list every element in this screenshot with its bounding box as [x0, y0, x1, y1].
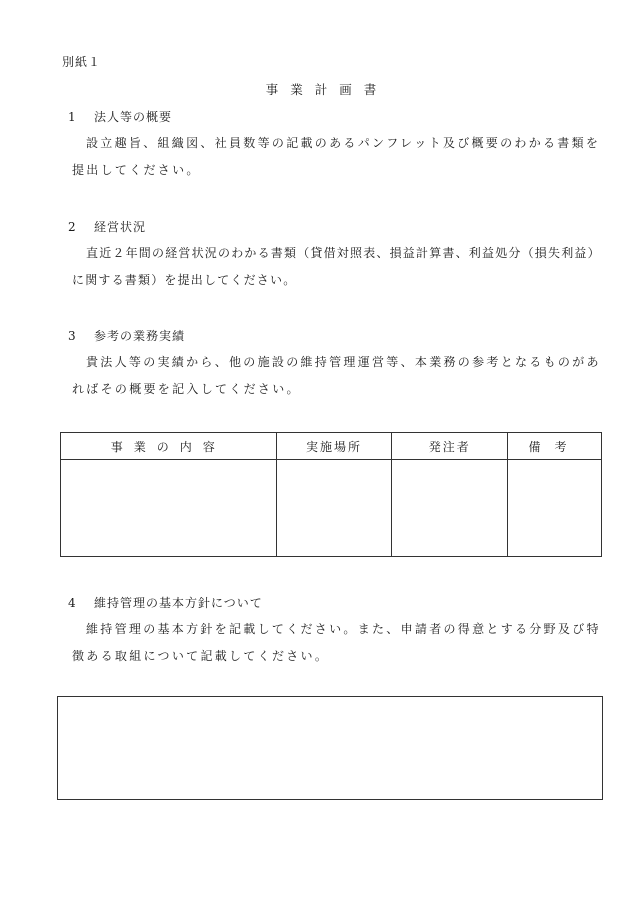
annex-label: 別紙１: [62, 55, 102, 69]
cell-client[interactable]: [392, 460, 508, 557]
document-title: 事業計画書: [265, 82, 389, 97]
cell-location[interactable]: [276, 460, 392, 557]
section-4-title: 維持管理の基本方針について: [94, 596, 263, 610]
column-header-location: 実施場所: [276, 433, 392, 460]
policy-entry-box[interactable]: [57, 696, 603, 800]
section-2-title: 経営状況: [94, 220, 147, 234]
cell-content[interactable]: [61, 460, 277, 557]
column-header-content: 事業の内容: [61, 433, 277, 460]
section-2-heading: [68, 218, 146, 235]
section-1-heading: [68, 108, 172, 125]
section-1-body: 設立趣旨、組織図、社員数等の記載のあるパンフレット及び概要のわかる書類を提出してください。: [72, 136, 601, 177]
section-4-heading: [68, 594, 263, 611]
business-results-table: [60, 432, 602, 557]
column-header-remarks: 備考: [508, 433, 602, 460]
section-3-number: 3: [68, 329, 77, 343]
table-row: [61, 460, 602, 557]
section-3-heading: [68, 327, 185, 344]
section-2-body: 直近２年間の経営状況のわかる書類（貸借対照表、損益計算書、利益処分（損失利益）に関する書類）を提出してください。: [72, 246, 601, 287]
section-1-number: 1: [68, 110, 77, 124]
column-header-client: 発注者: [392, 433, 508, 460]
section-4-number: 4: [68, 596, 77, 610]
section-4-body: 維持管理の基本方針を記載してください。また、申請者の得意とする分野及び特徴ある取組について記載してください。: [72, 622, 601, 663]
section-2-number: 2: [68, 220, 77, 234]
table-header-row: [61, 433, 602, 460]
section-1-title: 法人等の概要: [94, 110, 173, 124]
cell-remarks[interactable]: [508, 460, 602, 557]
section-3-title: 参考の業務実績: [94, 329, 186, 343]
section-3-body: 貴法人等の実績から、他の施設の維持管理運営等、本業務の参考となるものがあればその概要を記入してください。: [72, 355, 601, 396]
